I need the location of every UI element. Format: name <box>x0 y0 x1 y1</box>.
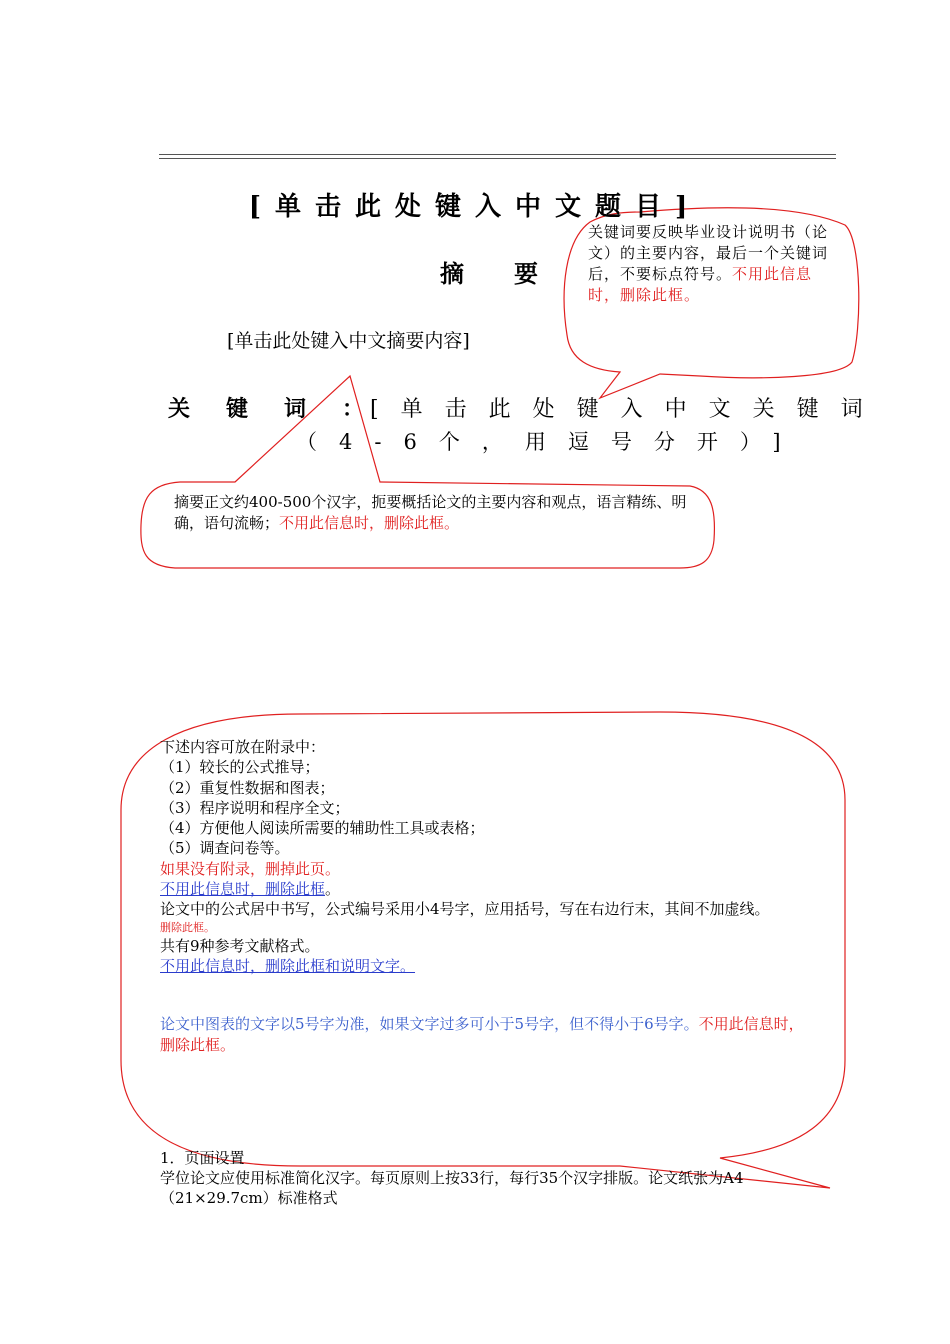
appendix-item: （3）程序说明和程序全文； <box>160 798 350 817</box>
figure-note: 论文中图表的文字以5号字为准，如果文字过多可小于5号字，但不得小于6号字。 <box>160 1015 699 1034</box>
appendix-item: （5）调查问卷等。 <box>160 839 290 858</box>
keyword-callout-delete-note: 不用此信息时，删除此框。 <box>588 265 813 304</box>
reference-delete-link[interactable]: 不用此信息时，删除此框和说明文字。 <box>160 956 416 975</box>
appendix-delete-link[interactable]: 不用此信息时，删除此框 <box>160 880 326 899</box>
appendix-delete-link-tail: 。 <box>325 880 341 899</box>
small-delete-note: 删除此框。 <box>160 920 215 934</box>
page-setup-text: 学位论文应使用标准简化汉字。每页原则上按33行，每行35个汉字排版。论文纸张为A4（21×29.7cm）标准格式 <box>160 1169 744 1207</box>
keywords-label: 关键词： <box>168 396 401 422</box>
appendix-intro: 下述内容可放在附录中： <box>160 738 326 756</box>
header-rule <box>159 154 836 159</box>
reference-note: 共有9种参考文献格式。 <box>160 936 320 955</box>
keywords-field[interactable]: [单击此处键入中文关键词 <box>370 397 885 422</box>
page-setup-section <box>160 1148 820 1208</box>
abstract-heading: 摘要 <box>440 259 588 288</box>
appendix-item: （4）方便他人阅读所需要的辅助性工具或表格； <box>160 819 485 838</box>
appendix-red-note: 如果没有附录，删掉此页。 <box>160 859 341 878</box>
abstract-callout-body: 摘要正文约400-500个汉字，扼要概括论文的主要内容和观点，语言精练、明确，语句流畅； <box>174 493 687 532</box>
keywords-field-continued[interactable]: （4-6个，用逗号分开）] <box>296 430 803 454</box>
abstract-callout-delete-note: 不用此信息时，删除此框。 <box>279 514 460 532</box>
appendix-item: （1）较长的公式推导； <box>160 758 320 777</box>
abstract-callout-text <box>174 492 694 534</box>
keyword-callout-text <box>588 222 838 306</box>
page-setup-heading: 1．页面设置 <box>160 1149 245 1167</box>
appendix-callout-text <box>160 737 810 1055</box>
figure-delete-note: 不用此信息时，删除此框。 <box>160 1015 804 1054</box>
appendix-item: （2）重复性数据和图表； <box>160 778 335 797</box>
keyword-callout-body: 关键词要反映毕业设计说明书（论文）的主要内容，最后一个关键词后，不要标点符号。 <box>588 223 829 283</box>
abstract-content-field[interactable]: [单击此处键入中文摘要内容] <box>227 330 470 352</box>
thesis-title-field[interactable]: [单击此处键入中文题目] <box>248 192 702 222</box>
formula-note: 论文中的公式居中书写，公式编号采用小4号字，应用括号，写在右边行末，其间不加虚线。 <box>160 900 770 919</box>
